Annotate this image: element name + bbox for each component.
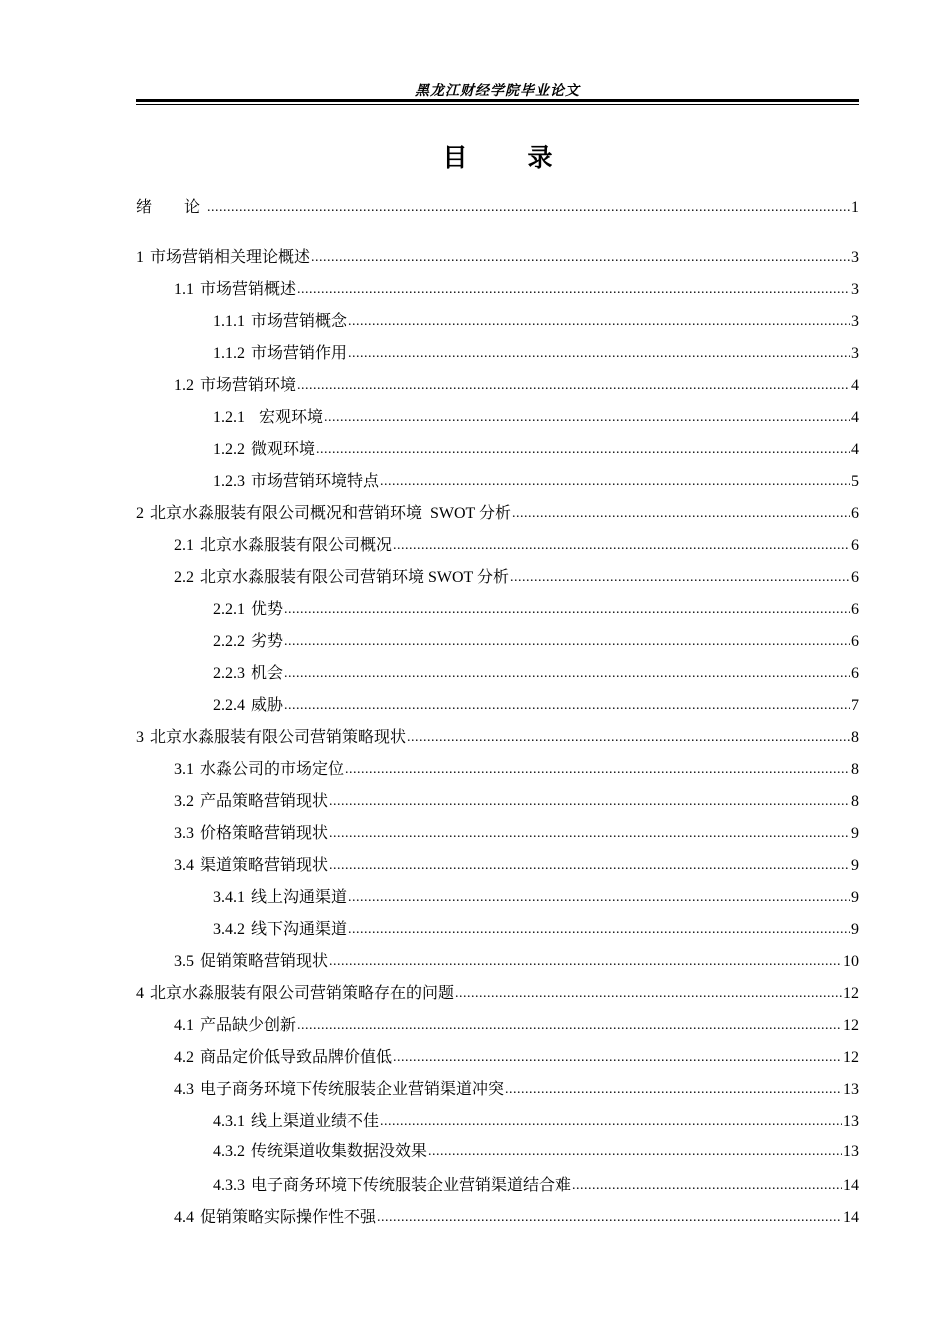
toc-entry-number: 3.4.2 bbox=[213, 921, 245, 938]
toc-page-number: 1 bbox=[851, 199, 859, 216]
toc-leader-dots bbox=[377, 1208, 842, 1228]
toc-entry-number: 1.2.3 bbox=[213, 473, 245, 490]
toc-entry-label bbox=[136, 248, 310, 268]
toc-leader-dots bbox=[348, 888, 850, 908]
header-rule-thick bbox=[136, 99, 859, 102]
toc-leader-dots bbox=[428, 1142, 842, 1162]
toc-entry-text: 促销策略实际操作性不强 bbox=[200, 1209, 377, 1226]
toc-page-number: 3 bbox=[851, 249, 859, 266]
toc-page-number: 8 bbox=[851, 761, 859, 778]
toc-page-number: 6 bbox=[851, 601, 859, 618]
toc-page-number: 9 bbox=[851, 921, 859, 938]
toc-entry-label bbox=[174, 952, 328, 972]
toc-entry[interactable] bbox=[136, 564, 859, 588]
toc-leader-dots bbox=[407, 728, 850, 748]
toc-entry-number: 1.2.1 bbox=[213, 409, 245, 426]
toc-entry-label bbox=[174, 824, 328, 844]
toc-entry[interactable] bbox=[136, 980, 859, 1004]
toc-entry-label bbox=[213, 472, 379, 492]
toc-entry-number: 3.3 bbox=[174, 825, 194, 842]
toc-entry-label bbox=[213, 920, 347, 940]
toc-page-number: 3 bbox=[851, 313, 859, 330]
toc-entry[interactable] bbox=[136, 1108, 859, 1132]
toc-entry[interactable] bbox=[136, 276, 859, 300]
toc-entry-label bbox=[213, 408, 323, 428]
toc-entry[interactable] bbox=[136, 404, 859, 428]
toc-page-number: 7 bbox=[851, 697, 859, 714]
toc-entry-number: 2.2.1 bbox=[213, 601, 245, 618]
toc-entry-text: 传统渠道收集数据没效果 bbox=[251, 1143, 428, 1160]
toc-entry-text: 产品策略营销现状 bbox=[200, 793, 329, 810]
toc-entry-label bbox=[213, 1112, 379, 1132]
toc-entry[interactable] bbox=[136, 692, 859, 716]
toc-leader-dots bbox=[284, 664, 850, 684]
toc-entry-text: 水淼公司的市场定位 bbox=[200, 761, 345, 778]
toc-page-number: 6 bbox=[851, 569, 859, 586]
toc-leader-dots bbox=[510, 568, 850, 588]
toc-entry[interactable] bbox=[136, 1204, 859, 1228]
toc-entry-label bbox=[213, 664, 283, 684]
toc-entry-label bbox=[213, 888, 347, 908]
toc-entry[interactable] bbox=[136, 500, 859, 524]
toc-entry-number: 4.3.3 bbox=[213, 1177, 245, 1194]
toc-page-number: 8 bbox=[851, 793, 859, 810]
toc-entry-number: 1.1.2 bbox=[213, 345, 245, 362]
toc-entry-text: 电子商务环境下传统服装企业营销渠道结合难 bbox=[251, 1177, 572, 1194]
toc-entry[interactable] bbox=[136, 1138, 859, 1162]
toc-entry[interactable] bbox=[136, 948, 859, 972]
toc-entry[interactable] bbox=[136, 820, 859, 844]
toc-entry[interactable] bbox=[136, 194, 859, 218]
toc-page-number: 14 bbox=[843, 1209, 859, 1226]
toc-page-number: 6 bbox=[851, 505, 859, 522]
toc-entry[interactable] bbox=[136, 308, 859, 332]
toc-entry-text: 价格策略营销现状 bbox=[200, 825, 329, 842]
toc-entry[interactable] bbox=[136, 1012, 859, 1036]
toc-entry-label bbox=[174, 1208, 376, 1228]
toc-entry[interactable] bbox=[136, 1076, 859, 1100]
toc-entry-label bbox=[174, 1016, 296, 1036]
toc-entry[interactable] bbox=[136, 372, 859, 396]
toc-entry-label bbox=[174, 792, 328, 812]
toc-entry-number: 2.1 bbox=[174, 537, 194, 554]
toc-entry-label bbox=[213, 344, 347, 364]
toc-entry-number: 4.2 bbox=[174, 1049, 194, 1066]
toc-entry-label bbox=[213, 440, 315, 460]
toc-title-right: 录 bbox=[527, 145, 553, 172]
toc-entry-number: 4.3.2 bbox=[213, 1143, 245, 1160]
toc-leader-dots bbox=[297, 376, 850, 396]
header-rule-thin bbox=[136, 104, 859, 105]
toc-leader-dots bbox=[329, 952, 842, 972]
toc-entry[interactable] bbox=[136, 756, 859, 780]
toc-entry-text: 线上渠道业绩不佳 bbox=[251, 1113, 380, 1130]
toc-entry-label bbox=[174, 1080, 504, 1100]
toc-entry-number: 3.1 bbox=[174, 761, 194, 778]
toc-entry[interactable] bbox=[136, 244, 859, 268]
toc-entry[interactable] bbox=[136, 340, 859, 364]
toc-entry-label bbox=[174, 376, 296, 396]
toc-entry-label bbox=[136, 728, 406, 748]
toc-leader-dots bbox=[329, 792, 850, 812]
toc-leader-dots bbox=[316, 440, 850, 460]
toc-entry-text: 市场营销概念 bbox=[251, 313, 348, 330]
toc-entry-text: 线下沟通渠道 bbox=[251, 921, 348, 938]
toc-page-number: 6 bbox=[851, 665, 859, 682]
toc-title-left: 目 bbox=[442, 145, 468, 172]
toc-entry[interactable] bbox=[136, 852, 859, 876]
toc-entry-label bbox=[136, 198, 206, 218]
toc-page-number: 3 bbox=[851, 345, 859, 362]
toc-entry[interactable] bbox=[136, 468, 859, 492]
toc-page-number: 12 bbox=[843, 1017, 859, 1034]
toc-entry-label bbox=[213, 696, 283, 716]
toc-leader-dots bbox=[345, 760, 850, 780]
toc-entry-text: 威胁 bbox=[251, 697, 284, 714]
toc-entry-text: 促销策略营销现状 bbox=[200, 953, 329, 970]
toc-entry-text: 市场营销概述 bbox=[200, 281, 297, 298]
toc-entry-text: 产品缺少创新 bbox=[200, 1017, 297, 1034]
toc-leader-dots bbox=[505, 1080, 842, 1100]
toc-entry[interactable] bbox=[136, 596, 859, 620]
toc-entry-number: 4 bbox=[136, 985, 144, 1002]
toc-entry-number: 绪 论 bbox=[136, 199, 201, 216]
toc-page-number: 4 bbox=[851, 441, 859, 458]
toc-entry[interactable] bbox=[136, 1044, 859, 1068]
toc-entry-label bbox=[213, 600, 283, 620]
toc-leader-dots bbox=[324, 408, 850, 428]
toc-page-number: 6 bbox=[851, 633, 859, 650]
toc-entry-number: 3 bbox=[136, 729, 144, 746]
toc-leader-dots bbox=[512, 504, 850, 524]
toc-page-number: 3 bbox=[851, 281, 859, 298]
toc-entry[interactable] bbox=[136, 532, 859, 556]
toc-entry-number: 1.1.1 bbox=[213, 313, 245, 330]
header-title: 黑龙江财经学院毕业论文 bbox=[415, 84, 580, 99]
toc-page-number: 4 bbox=[851, 409, 859, 426]
toc-leader-dots bbox=[380, 472, 850, 492]
toc-leader-dots bbox=[311, 248, 850, 268]
toc-entry-number: 2.2.2 bbox=[213, 633, 245, 650]
toc-entry-text: 线上沟通渠道 bbox=[251, 889, 348, 906]
toc-entry-text: 渠道策略营销现状 bbox=[200, 857, 329, 874]
toc-entry-text: 市场营销环境 bbox=[200, 377, 297, 394]
toc-leader-dots bbox=[572, 1176, 842, 1196]
toc-entry-label bbox=[213, 312, 347, 332]
toc-entry-text: 市场营销作用 bbox=[251, 345, 348, 362]
toc-entry[interactable] bbox=[136, 628, 859, 652]
toc-leader-dots bbox=[348, 312, 850, 332]
toc-entry[interactable] bbox=[136, 436, 859, 460]
toc-title bbox=[136, 138, 859, 174]
toc-entry-label bbox=[174, 280, 296, 300]
toc-page-number: 9 bbox=[851, 889, 859, 906]
toc-page-number: 6 bbox=[851, 537, 859, 554]
toc-entry-text: 劣势 bbox=[251, 633, 284, 650]
toc-leader-dots bbox=[284, 632, 850, 652]
toc-leader-dots bbox=[284, 600, 850, 620]
toc-leader-dots bbox=[455, 984, 842, 1004]
toc-leader-dots bbox=[348, 920, 850, 940]
toc-entry[interactable] bbox=[136, 788, 859, 812]
toc-leader-dots bbox=[329, 856, 850, 876]
toc-entry-label bbox=[174, 1048, 392, 1068]
toc-leader-dots bbox=[393, 536, 850, 556]
toc-entry-number: 4.1 bbox=[174, 1017, 194, 1034]
toc-leader-dots bbox=[329, 824, 850, 844]
toc-page-number: 13 bbox=[843, 1113, 859, 1130]
toc-leader-dots bbox=[297, 280, 850, 300]
toc-page-number: 13 bbox=[843, 1143, 859, 1160]
toc-leader-dots bbox=[207, 198, 850, 218]
toc-entry-number: 2.2 bbox=[174, 569, 194, 586]
toc-entry-text: 商品定价低导致品牌价值低 bbox=[200, 1049, 393, 1066]
toc-leader-dots bbox=[348, 344, 850, 364]
toc-entry-text: 市场营销相关理论概述 bbox=[150, 249, 311, 266]
toc-leader-dots bbox=[380, 1112, 842, 1132]
toc-entry[interactable] bbox=[136, 724, 859, 748]
toc-entry-number: 3.2 bbox=[174, 793, 194, 810]
toc-entry-number: 3.5 bbox=[174, 953, 194, 970]
toc-page-number: 5 bbox=[851, 473, 859, 490]
toc-entry-number: 4.4 bbox=[174, 1209, 194, 1226]
toc-entry-number: 2.2.4 bbox=[213, 697, 245, 714]
toc-page-number: 9 bbox=[851, 857, 859, 874]
toc-entry-number: 1.2.2 bbox=[213, 441, 245, 458]
toc-entry-text: 北京水淼服装有限公司营销策略现状 bbox=[150, 729, 407, 746]
toc-entry-text: 北京水淼服装有限公司概况 bbox=[200, 537, 393, 554]
toc-entry-label bbox=[174, 536, 392, 556]
toc-entry-label bbox=[174, 856, 328, 876]
toc-entry[interactable] bbox=[136, 884, 859, 908]
toc-entry-number: 2 bbox=[136, 505, 144, 522]
toc-entry-number: 1.2 bbox=[174, 377, 194, 394]
toc-leader-dots bbox=[284, 696, 850, 716]
toc-entry-number: 4.3 bbox=[174, 1081, 194, 1098]
toc-page-number: 4 bbox=[851, 377, 859, 394]
toc-leader-dots bbox=[297, 1016, 842, 1036]
toc-entry-label bbox=[213, 1142, 427, 1162]
toc-leader-dots bbox=[393, 1048, 842, 1068]
toc-entry-label bbox=[213, 1176, 571, 1196]
toc-entry-text: 北京水淼服装有限公司营销环境 SWOT 分析 bbox=[200, 569, 510, 586]
toc-entry-text: 电子商务环境下传统服装企业营销渠道冲突 bbox=[200, 1081, 505, 1098]
toc-page-number: 12 bbox=[843, 1049, 859, 1066]
toc-page-number: 13 bbox=[843, 1081, 859, 1098]
toc-entry-text: 市场营销环境特点 bbox=[251, 473, 380, 490]
toc-entry-label bbox=[213, 632, 283, 652]
toc-entry-label bbox=[174, 568, 509, 588]
toc-entry[interactable] bbox=[136, 916, 859, 940]
toc-entry-number: 3.4 bbox=[174, 857, 194, 874]
toc-page-number: 8 bbox=[851, 729, 859, 746]
toc-entry-text: 机会 bbox=[251, 665, 284, 682]
toc-entry-text: 宏观环境 bbox=[251, 409, 324, 426]
toc-entry-label bbox=[174, 760, 344, 780]
toc-entry-text: 北京水淼服装有限公司概况和营销环境 SWOT 分析 bbox=[150, 505, 512, 522]
toc-entry-label bbox=[136, 504, 511, 524]
toc-page-number: 10 bbox=[843, 953, 859, 970]
toc-page-number: 9 bbox=[851, 825, 859, 842]
toc-entry-text: 北京水淼服装有限公司营销策略存在的问题 bbox=[150, 985, 455, 1002]
toc-entry-number: 2.2.3 bbox=[213, 665, 245, 682]
toc-entry-number: 3.4.1 bbox=[213, 889, 245, 906]
toc-entry-number: 1 bbox=[136, 249, 144, 266]
toc-page-number: 14 bbox=[843, 1177, 859, 1194]
toc-entry-number: 4.3.1 bbox=[213, 1113, 245, 1130]
toc-entry-number: 1.1 bbox=[174, 281, 194, 298]
toc-entry-text: 微观环境 bbox=[251, 441, 316, 458]
toc-entry[interactable] bbox=[136, 1172, 859, 1196]
toc-entry-label bbox=[136, 984, 454, 1004]
toc-entry-text: 优势 bbox=[251, 601, 284, 618]
toc-page-number: 12 bbox=[843, 985, 859, 1002]
toc-entry[interactable] bbox=[136, 660, 859, 684]
